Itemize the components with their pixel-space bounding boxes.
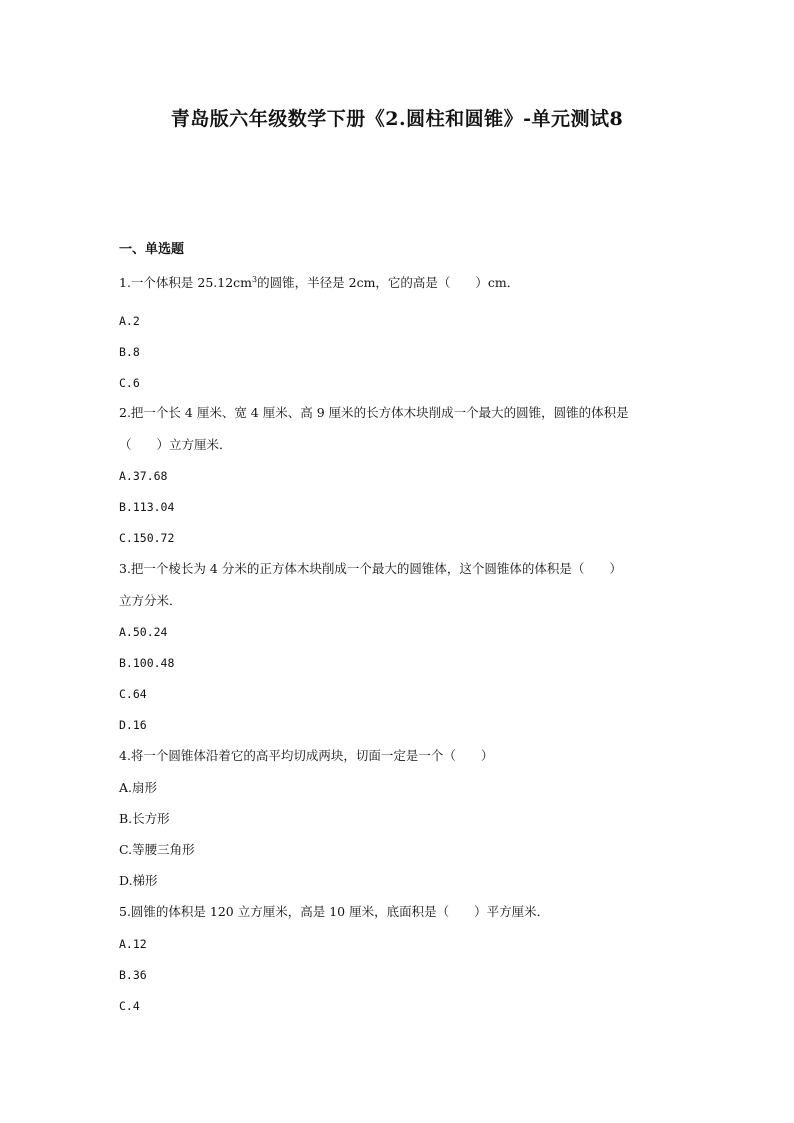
- question-4-option-d: [119, 872, 158, 890]
- question-1-stem-part2: 的圆锥，半径是 2cm，它的高是（ ）cm．: [257, 275, 520, 290]
- question-4-option-b: [119, 810, 170, 828]
- question-3-option-a: A.50.24: [119, 625, 168, 639]
- question-3-option-c: C.64: [119, 687, 147, 701]
- question-4-option-c-text: C.等腰三角形: [119, 842, 195, 857]
- document-title: 青岛版六年级数学下册《2.圆柱和圆锥》-单元测试8: [170, 108, 624, 130]
- question-1-stem: [119, 274, 519, 292]
- question-2-option-a: A.37.68: [119, 469, 168, 483]
- question-5-option-a: A.12: [119, 937, 147, 951]
- question-3-stem-line2: 立方分米．: [119, 593, 182, 608]
- question-1-option-b: B.8: [119, 345, 140, 359]
- question-2-option-b: B.113.04: [119, 500, 175, 514]
- question-4-option-a: [119, 779, 157, 797]
- question-1-option-c: C.6: [119, 376, 140, 390]
- question-2-stem-line2: （ ）立方厘米．: [119, 437, 232, 452]
- question-4-stem: 4.将一个圆锥体沿着它的高平均切成两块，切面一定是一个（ ）: [119, 748, 494, 763]
- question-4-option-a-text: A.扇形: [119, 780, 158, 795]
- question-3-option-d: D.16: [119, 718, 147, 732]
- question-5-option-c: C.4: [119, 999, 140, 1013]
- question-4-option-d-text: D.梯形: [119, 873, 158, 888]
- question-3-stem-line1: 3.把一个棱长为 4 分米的正方体木块削成一个最大的圆锥体，这个圆锥体的体积是（ ）: [119, 561, 622, 576]
- question-1-stem-superscript: 3: [252, 274, 258, 284]
- question-5-option-b: B.36: [119, 968, 147, 982]
- question-1-option-a: A.2: [119, 314, 140, 328]
- section-heading-single-choice: 一、单选题: [119, 242, 185, 257]
- question-5-stem: 5.圆锥的体积是 120 立方厘米，高是 10 厘米，底面积是（ ）平方厘米．: [119, 904, 550, 919]
- question-2-option-c: C.150.72: [119, 531, 175, 545]
- question-2-stem-line1: 2.把一个长 4 厘米、宽 4 厘米、高 9 厘米的长方体木块削成一个最大的圆锥，圆锥的体积是: [119, 405, 629, 420]
- question-1-stem-part1: 1.一个体积是 25.12cm: [119, 275, 253, 290]
- question-4-option-c: [119, 841, 195, 859]
- question-3-option-b: B.100.48: [119, 656, 175, 670]
- question-4-option-b-text: B.长方形: [119, 811, 170, 826]
